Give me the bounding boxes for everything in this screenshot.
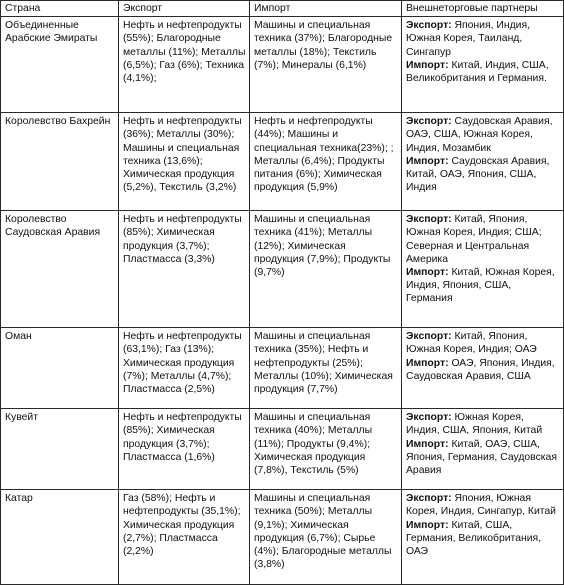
partners-export bbox=[406, 115, 560, 155]
import-label: Импорт: bbox=[406, 357, 449, 369]
import-label: Импорт: bbox=[406, 267, 449, 279]
import-cell: Машины и специальная техника (35%); Нефть и нефтепродукты (25%); Металлы (10%); Химическая продукция (7,7%) bbox=[250, 328, 402, 409]
export-label: Экспорт: bbox=[406, 412, 452, 424]
import-label: Импорт: bbox=[406, 438, 449, 450]
partners-import bbox=[406, 519, 560, 559]
header-import: Импорт bbox=[250, 1, 402, 17]
import-label: Импорт: bbox=[406, 519, 449, 531]
partners-import bbox=[406, 438, 560, 478]
partners-export bbox=[406, 411, 560, 437]
export-cell: Газ (58%); Нефть и нефтепродукты (35,1%); Химическая продукция (2,7%); Пластмасса (2,2%) bbox=[119, 490, 250, 585]
import-cell: Нефть и нефтепродукты (44%); Машины и специальная техника(23%); ; Металлы (6,4%); Продукты питания (6%); Химическая продукция (5,9%) bbox=[250, 113, 402, 211]
partners-export bbox=[406, 19, 560, 59]
partners-export bbox=[406, 213, 560, 266]
import-label: Импорт: bbox=[406, 59, 449, 71]
partners-cell bbox=[402, 409, 564, 490]
partners-import bbox=[406, 266, 560, 306]
import-cell: Машины и специальная техника (41%); Металлы (12%); Химическая продукция (7,9%); Продукты (9,7%) bbox=[250, 211, 402, 328]
partners-export-list: Южная Корея, Индия, США, Япония, Китай bbox=[406, 412, 543, 437]
partners-import bbox=[406, 357, 560, 383]
import-cell: Машины и специальная техника (37%); Благородные металлы (18%); Текстиль (7%); Минералы (6,1%) bbox=[250, 17, 402, 113]
header-country: Страна bbox=[1, 1, 119, 17]
export-label: Экспорт: bbox=[406, 214, 452, 226]
partners-cell bbox=[402, 211, 564, 328]
partners-export-list: Япония, Индия, Южная Корея, Таиланд, Сингапур bbox=[406, 20, 530, 58]
export-cell: Нефть и нефтепродукты (85%); Химическая продукция (3,7%); Пластмасса (3,3%) bbox=[119, 211, 250, 328]
partners-import-list: ОАЭ, Япония, Индия, Саудовская Аравия, США bbox=[406, 357, 555, 382]
partners-cell bbox=[402, 328, 564, 409]
header-row bbox=[1, 1, 564, 17]
partners-export-list: Китай, Япония, Южная Корея, Индия; ОАЭ bbox=[406, 331, 537, 356]
table-row bbox=[1, 211, 564, 328]
export-label: Экспорт: bbox=[406, 331, 452, 343]
import-cell: Машины и специальная техника (50%); Металлы (9,1%); Химическая продукция (6,7%); Сырье (4%); Благородные металлы (3,8%) bbox=[250, 490, 402, 585]
partners-export-list: Китай, Япония, Южная Корея, Индия; США; Северная и Центральная Америка bbox=[406, 214, 542, 265]
partners-import-list: Саудовская Аравия, Китай, ОАЭ, Япония, США, Индия bbox=[406, 155, 550, 194]
partners-cell bbox=[402, 490, 564, 585]
partners-import-list: Китай, ОАЭ, США, Япония, Германия, Саудовская Аравия bbox=[406, 438, 557, 477]
country-cell: Королевство Бахрейн bbox=[1, 113, 119, 211]
partners-import-list: Китай, Индия, США, Великобритания и Германия. bbox=[406, 59, 549, 85]
country-cell: Кувейт bbox=[1, 409, 119, 490]
export-cell: Нефть и нефтепродукты (85%); Химическая продукция (3,7%); Пластмасса (1,6%) bbox=[119, 409, 250, 490]
partners-import-list: Китай, Южная Корея, Индия, Япония, США, Германия bbox=[406, 267, 555, 305]
export-label: Экспорт: bbox=[406, 20, 452, 32]
country-cell: Королевство Саудовская Аравия bbox=[1, 211, 119, 328]
import-label: Импорт: bbox=[406, 155, 449, 167]
country-cell: Объединенные Арабские Эмираты bbox=[1, 17, 119, 113]
table-row bbox=[1, 113, 564, 211]
partners-import bbox=[406, 59, 560, 85]
partners-export bbox=[406, 492, 560, 518]
table-row bbox=[1, 490, 564, 585]
partners-export-list: Саудовская Аравия, ОАЭ, США, Южная Корея, Индия, Мозамбик bbox=[406, 116, 553, 154]
header-partners: Внешнеторговые партнеры bbox=[402, 1, 564, 17]
country-cell: Оман bbox=[1, 328, 119, 409]
export-cell: Нефть и нефтепродукты (36%); Металлы (30%); Машины и специальная техника (13,6%); Химическая продукция (5,2%), Текстиль (3,2%) bbox=[119, 113, 250, 211]
table-row bbox=[1, 328, 564, 409]
export-cell: Нефть и нефтепродукты (63,1%); Газ (13%); Химическая продукция (7%); Металлы (4,7%); Пластмасса (2,5%) bbox=[119, 328, 250, 409]
export-cell: Нефть и нефтепродукты (55%); Благородные металлы (11%); Металлы (6,5%); Газ (6%); Техника (4,1%); bbox=[119, 17, 250, 113]
partners-cell bbox=[402, 113, 564, 211]
partners-import bbox=[406, 155, 560, 195]
table-row bbox=[1, 409, 564, 490]
partners-import-list: Китай, США, Германия, Великобритания, ОАЭ bbox=[406, 519, 542, 558]
table-row bbox=[1, 17, 564, 113]
partners-export bbox=[406, 330, 560, 356]
export-label: Экспорт: bbox=[406, 116, 452, 128]
import-cell: Машины и специальная техника (40%); Металлы (11%); Продукты (9,4%); Химическая продукция (7,8%), Текстиль (5%) bbox=[250, 409, 402, 490]
country-cell: Катар bbox=[1, 490, 119, 585]
header-export: Экспорт bbox=[119, 1, 250, 17]
partners-export-list: Япония, Южная Корея, Индия, Сингапур, Китай bbox=[406, 493, 556, 518]
export-label: Экспорт: bbox=[406, 493, 452, 505]
partners-cell bbox=[402, 17, 564, 113]
